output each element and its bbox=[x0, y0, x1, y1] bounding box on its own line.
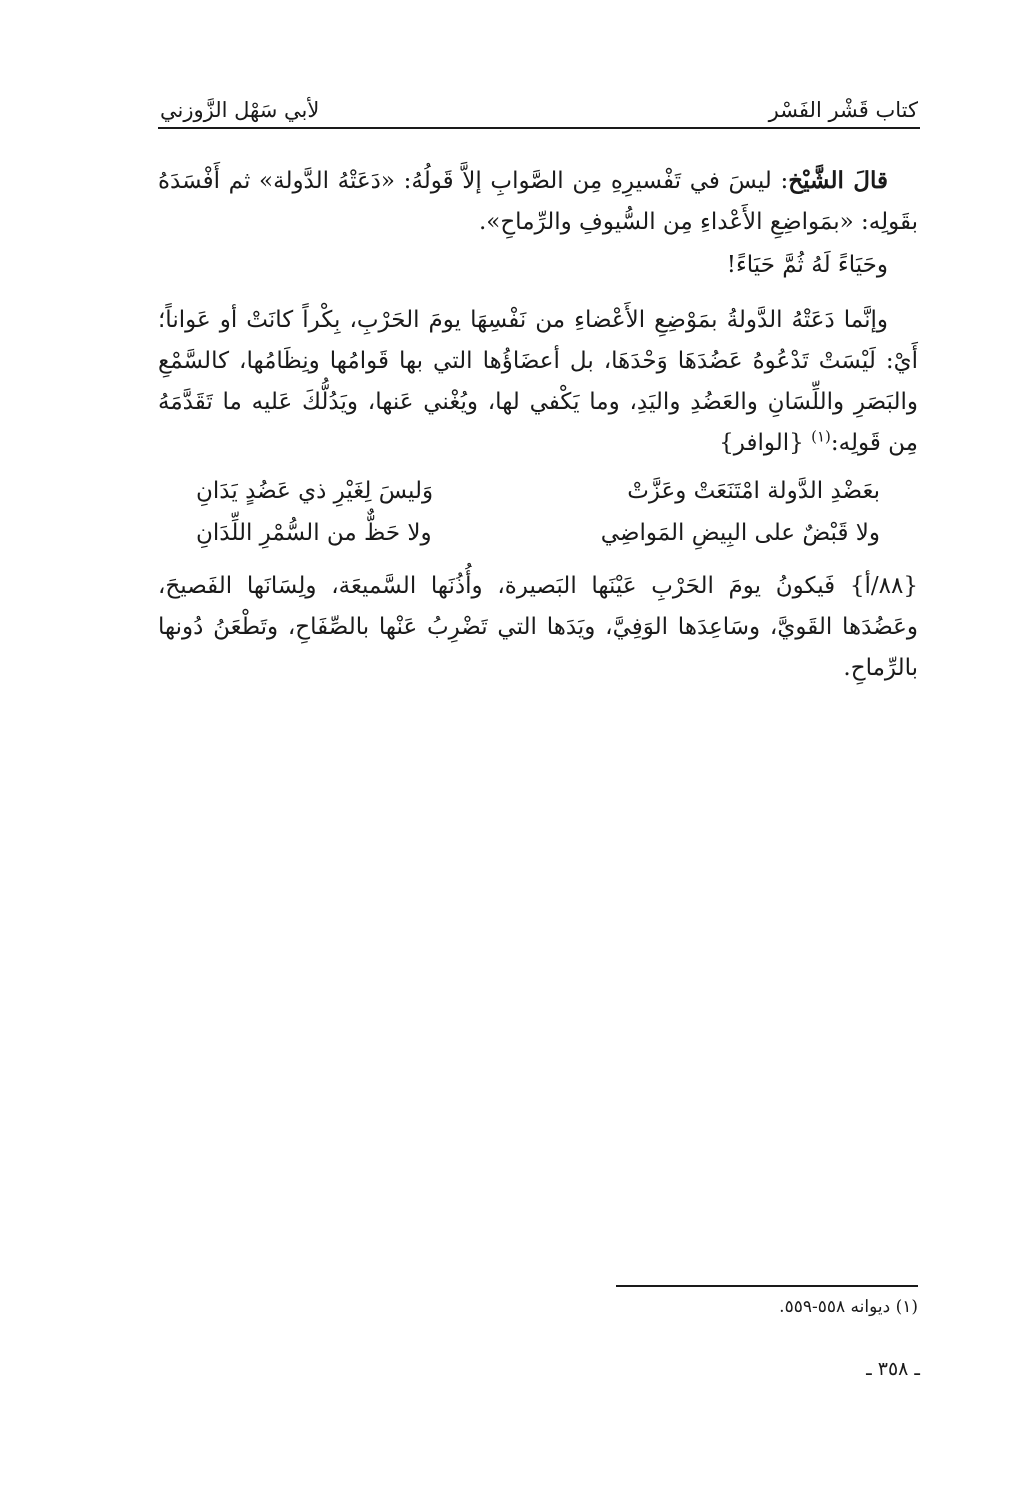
manuscript-folio-ref: {٨٨/أ} bbox=[849, 573, 918, 599]
main-text bbox=[158, 160, 918, 689]
footnote-reference: (١) bbox=[811, 427, 831, 446]
paragraph-4-text: فَيكونُ يومَ الحَرْبِ عَيْنَها البَصيرة، وأُذُنَها السَّميعَة، ولِسَانَها الفَصيحَ، وعَضُدَها القَويَّ، وسَاعِدَها الوَفِيَّ، ويَدَها التي تَضْرِبُ عَنْها بالصِّفَاحِ، وتَطْعَنُ دُونها بالرِّماحِ. bbox=[158, 573, 918, 681]
verse-first-hemistich: ولا قَبْضٌ على البِيضِ المَواضِي bbox=[600, 519, 880, 546]
verse-second-hemistich: ولا حَظٌّ من السُّمْرِ اللِّدَانِ bbox=[196, 519, 432, 546]
footnote-rule bbox=[616, 1285, 918, 1287]
poetic-meter: {الوافر} bbox=[719, 430, 804, 456]
paragraph-2-text: وحَيَاءً لَهُ ثُمَّ حَيَاءً! bbox=[726, 252, 888, 278]
footnote: (١) ديوانه ٥٥٨-٥٥٩. bbox=[779, 1297, 918, 1317]
header-book-title: كتاب قَشْر الفَسْر bbox=[768, 98, 918, 122]
running-header bbox=[160, 82, 918, 122]
verse-line bbox=[196, 470, 880, 512]
paragraph-2 bbox=[158, 245, 918, 286]
header-rule bbox=[158, 127, 920, 129]
paragraph-3-text: وإنَّما دَعَتْهُ الدَّولةُ بمَوْضِعِ الأَعْضاءِ من نَفْسِهَا يومَ الحَرْبِ، بِكْراً كانَتْ أو عَواناً؛ أَيْ: لَيْسَتْ تَدْعُوهُ عَضُدَهَا وَحْدَهَا، بل أعضَاؤُها التي بها قَوامُها ونِظَامُها، كالسَّمْعِ والبَصَرِ واللِّسَانِ والعَضُدِ واليَدِ، وما يَكْفي لها، ويُغْني عَنها، ويَدُلُّكَ عَليه ما تَقَدَّمَهُ مِن قَولِه: bbox=[158, 307, 918, 456]
page-number: ـ ٣٥٨ ـ bbox=[866, 1358, 920, 1380]
paragraph-4 bbox=[158, 566, 918, 689]
verse-second-hemistich: وَليسَ لِغَيْرِ ذي عَضُدٍ يَدَانِ bbox=[196, 477, 434, 504]
sheikh-label: قالَ الشَّيْخ bbox=[788, 167, 888, 194]
verse-first-hemistich: بعَضْدِ الدَّولة امْتَنَعَتْ وعَزَّتْ bbox=[627, 477, 880, 504]
paragraph-1 bbox=[158, 160, 918, 243]
paragraph-1-text: : ليسَ في تَفْسيرِهِ مِن الصَّوابِ إلاَّ قَولُهُ: «دَعَتْهُ الدَّولة» ثم أَفْسَدَهُ بقَولِه: «بمَواضِعِ الأَعْداءِ مِن السُّيوفِ والرِّماحِ». bbox=[158, 168, 918, 235]
header-author: لأبي سَهْل الزَّوزني bbox=[160, 98, 320, 122]
verse-line bbox=[196, 512, 880, 554]
paragraph-3 bbox=[158, 300, 918, 464]
poem-verses bbox=[158, 470, 918, 554]
